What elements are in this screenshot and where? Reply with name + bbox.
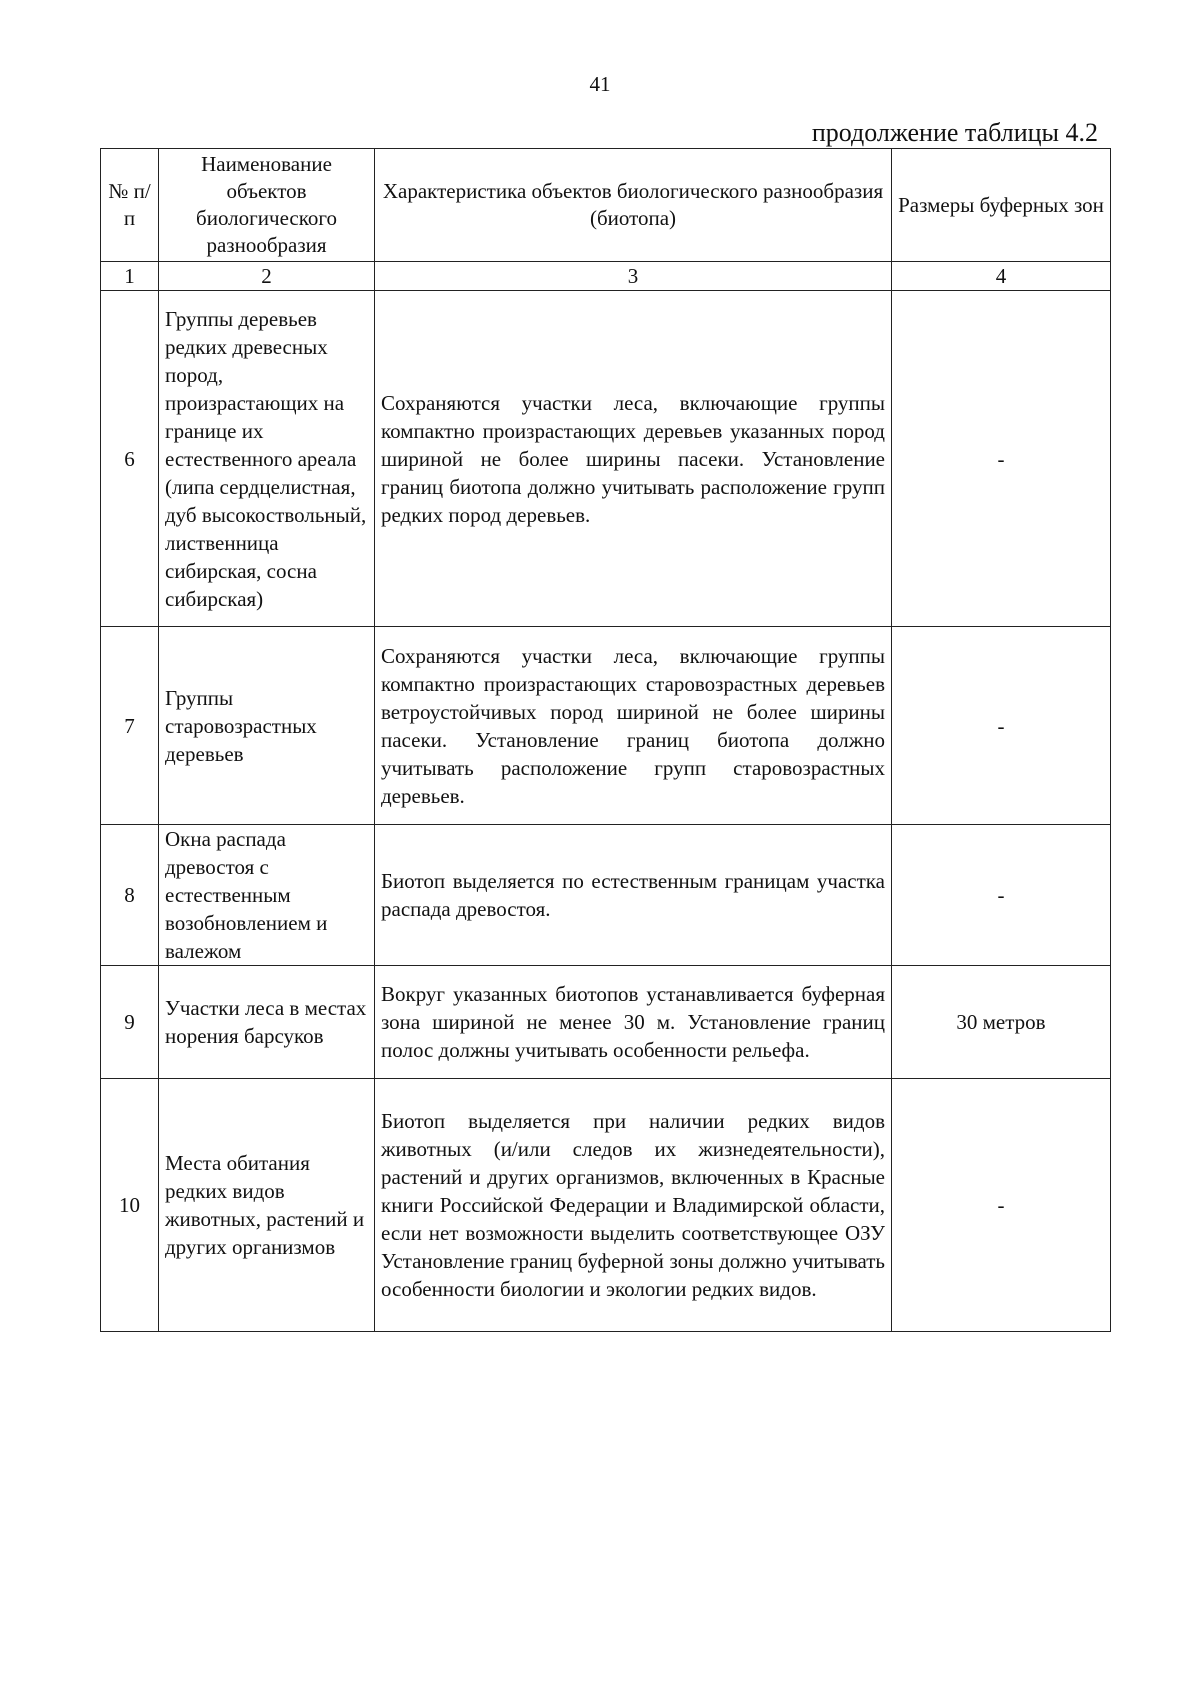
row-number: 7 (101, 627, 159, 825)
buffer-size: - (892, 627, 1111, 825)
buffer-size: - (892, 1079, 1111, 1332)
row-number: 8 (101, 825, 159, 966)
object-description: Сохраняются участки леса, включающие группы компактно произрастающих деревьев указанных пород шириной не более ширины пасеки. Установление границ биотопа должно учитывать расположение групп редких пород деревьев. (375, 291, 892, 627)
object-description: Биотоп выделяется при наличии редких видов животных (и/или следов их жизнедеятельности), растений и других организмов, включенных в Красные книги Российской Федерации и Владимирской области, если нет возможности выделить соответствующее ОЗУ Установление границ буферной зоны должно учитывать особенности биологии и экологии редких видов. (375, 1079, 892, 1332)
object-name: Группы старовозрастных деревьев (159, 627, 375, 825)
object-description: Биотоп выделяется по естественным границам участка распада древостоя. (375, 825, 892, 966)
column-number: 2 (159, 262, 375, 291)
header-number: № п/п (101, 149, 159, 262)
table-header-row (101, 149, 1111, 262)
object-description: Вокруг указанных биотопов устанавливается буферная зона шириной не менее 30 м. Установление границ полос должны учитывать особенности рельефа. (375, 966, 892, 1079)
column-number: 1 (101, 262, 159, 291)
page-number: 41 (589, 72, 611, 96)
object-name: Группы деревьев редких древесных пород, произрастающих на границе их естественного ареала (липа сердцелистная, дуб высокоствольный, лиственница сибирская, сосна сибирская) (159, 291, 375, 627)
object-name: Места обитания редких видов животных, растений и других организмов (159, 1079, 375, 1332)
column-number-row (101, 262, 1111, 291)
header-buffer-size: Размеры буферных зон (892, 149, 1111, 262)
row-number: 10 (101, 1079, 159, 1332)
table-continuation-label: продолжение таблицы 4.2 (811, 118, 1098, 147)
row-number: 9 (101, 966, 159, 1079)
table-row (101, 966, 1111, 1079)
header-object-name: Наименование объектов биологического разнообразия (159, 149, 375, 262)
header-characteristic: Характеристика объектов биологического разнообразия (биотопа) (375, 149, 892, 262)
table-row (101, 291, 1111, 627)
table-row (101, 825, 1111, 966)
object-description: Сохраняются участки леса, включающие группы компактно произрастающих старовозрастных деревьев ветроустойчивых пород шириной не более ширины пасеки. Установление границ биотопа должно учитывать расположение групп старовозрастных деревьев. (375, 627, 892, 825)
buffer-size: 30 метров (892, 966, 1111, 1079)
table-row (101, 627, 1111, 825)
column-number: 4 (892, 262, 1111, 291)
object-name: Участки леса в местах норения барсуков (159, 966, 375, 1079)
buffer-size: - (892, 291, 1111, 627)
row-number: 6 (101, 291, 159, 627)
table-row (101, 1079, 1111, 1332)
object-name: Окна распада древостоя с естественным возобновлением и валежом (159, 825, 375, 966)
column-number: 3 (375, 262, 892, 291)
biodiversity-table (100, 148, 1111, 1332)
buffer-size: - (892, 825, 1111, 966)
